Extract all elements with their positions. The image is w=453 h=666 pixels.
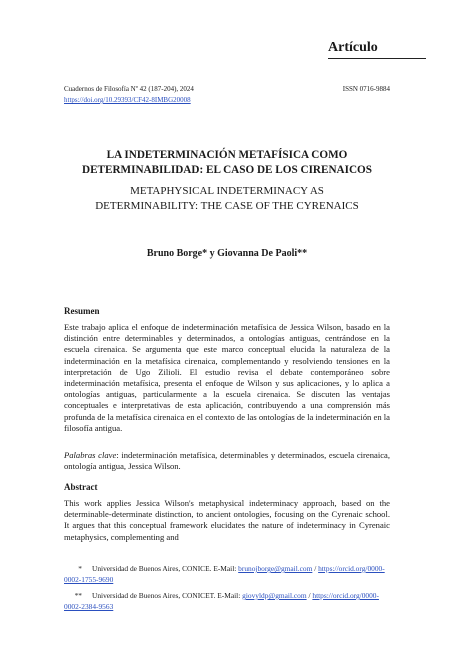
title-spanish-line-2: DETERMINABILIDAD: EL CASO DE LOS CIRENAICOS	[81, 164, 372, 176]
footnote-separator: /	[306, 591, 313, 600]
resumen-text: Este trabajo aplica el enfoque de indeterminación metafísica de Jessica Wilson, basado en la distinción entre determinables y determinados, a ontologías antiguas, centrándose en la escuela cirenaica. Se argumenta que este marco conceptual elucida la naturaleza de la indeterminación en la metafísica cirenaica, complementando y resolviendo tensiones en la interpretación de Ugo Zilioli. El estudio revisa el debate contemporáneo sobre indeterminación metafísica, presenta el enfoque de Wilson y sus aplicaciones, y lo aplica a ontologías antiguas, particularmente a la escuela cirenaica. Se discuten las ventajas conceptuales e interpretativas de esta aplicación, contribuyendo a una comprensión más profunda de la metafísica cirenaica en el contexto de las ontologías de la indeterminación en la filosofía antigua.	[64, 322, 390, 433]
journal-meta	[64, 84, 390, 106]
footnote-separator: /	[312, 564, 319, 573]
abstract-text: This work applies Jessica Wilson's metaphysical indeterminacy approach, based on the determinable-determinate distinction, to ancient ontologies, focusing on the Cyrenaic school. It argues that this conceptual framework elucidates the nature of indeterminacy in Cyrenaic metaphysics, complementing and	[64, 498, 390, 542]
title-english-line-1: METAPHYSICAL INDETERMINACY AS	[130, 185, 324, 197]
title-spanish	[64, 148, 390, 178]
keywords	[64, 450, 390, 472]
title-english-line-2: DETERMINABILITY: THE CASE OF THE CYRENAICS	[95, 200, 359, 212]
resumen-heading: Resumen	[64, 306, 100, 316]
footnote-text: Universidad de Buenos Aires, CONICE. E-Mail:	[92, 564, 239, 573]
doi-link[interactable]: https://doi.org/10.29393/CF42-8IMBG20008	[64, 96, 191, 104]
abstract-heading: Abstract	[64, 482, 98, 492]
footnote-text: Universidad de Buenos Aires, CONICET. E-Mail:	[92, 591, 243, 600]
section-label: Artículo	[328, 40, 426, 59]
title-english	[64, 184, 390, 214]
authors: Bruno Borge* y Giovanna De Paoli**	[146, 248, 308, 259]
keywords-label: Palabras clave	[64, 450, 117, 460]
email-link[interactable]: giovyldp@gmail.com	[242, 591, 307, 600]
keywords-list: : indeterminación metafísica, determinables y determinados, escuela cirenaica, ontología antigua, Jessica Wilson.	[64, 450, 391, 472]
journal-issn: ISSN 0716-9884	[342, 85, 390, 93]
journal-citation: Cuadernos de Filosofía Nº 42 (187-204), 2024	[64, 85, 194, 93]
footnote	[64, 564, 390, 585]
orcid-link[interactable]: https://orcid.org/0000-0002-2384-9563	[64, 591, 379, 611]
footnote-mark: *	[78, 564, 82, 573]
email-link[interactable]: brunojborge@gmail.com	[238, 564, 313, 573]
footnote	[64, 591, 390, 612]
orcid-link[interactable]: https://orcid.org/0000-0002-1755-9690	[64, 564, 385, 584]
title-spanish-line-1: LA INDETERMINACIÓN METAFÍSICA COMO	[106, 149, 348, 161]
footnote-mark: **	[74, 591, 82, 600]
footnotes	[64, 564, 390, 618]
